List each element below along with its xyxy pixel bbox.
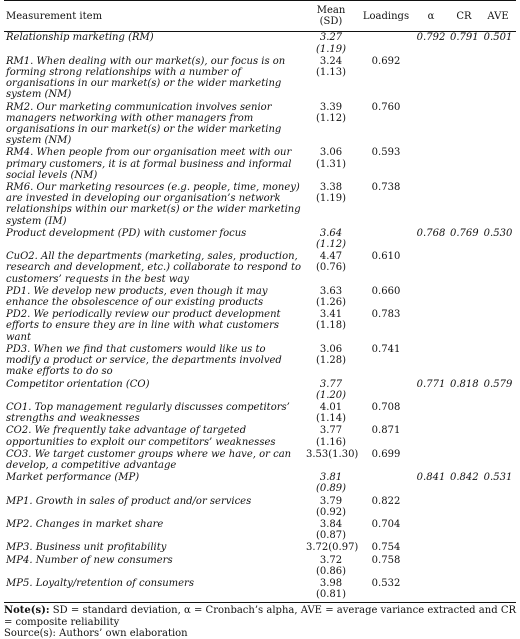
item-cr-empty: [448, 555, 480, 578]
item-row: [4, 519, 516, 542]
item-text: CO3. We target customer groups where we have, or can develop, a competitive advantage: [6, 448, 292, 471]
item-mean: 3.38 (1.19): [315, 182, 347, 205]
item-mean: 3.06 (1.28): [315, 343, 347, 367]
item-mean: 4.47 (0.76): [315, 251, 347, 274]
item-mean: 3.77 (1.16): [315, 425, 347, 448]
section-mean: 3.81 (0.89): [315, 472, 347, 495]
item-loading: 0.871: [371, 425, 401, 437]
item-text: PD1. We develop new products, even though it may enhance the obsolescence of our existing products: [6, 285, 268, 309]
item-row: [4, 251, 516, 286]
item-text: MP3. Business unit profitability: [6, 542, 167, 554]
item-ave-empty: [480, 578, 516, 603]
item-loading: 0.741: [371, 343, 401, 355]
section-mean: 3.77 (1.20): [315, 378, 347, 401]
section-loading-empty: [358, 32, 414, 56]
note-label: Note(s):: [4, 605, 50, 617]
item-loading: 0.704: [371, 518, 401, 530]
item-row: [4, 425, 516, 448]
section-cr: 0.818: [450, 378, 479, 390]
item-alpha-empty: [414, 578, 448, 603]
item-cr-empty: [448, 147, 480, 182]
item-alpha-empty: [414, 449, 448, 472]
item-ave-empty: [480, 286, 516, 309]
section-row: [4, 32, 516, 56]
item-row: [4, 542, 516, 554]
item-alpha-empty: [414, 182, 448, 228]
item-alpha-empty: [414, 519, 448, 542]
item-text: CuO2. All the departments (marketing, sales, production, research and development, etc.) collaborate to respond to customers’ requests in the best way: [6, 251, 301, 285]
item-row: [4, 496, 516, 519]
item-alpha-empty: [414, 555, 448, 578]
item-mean: 3.24 (1.13): [315, 55, 347, 79]
item-loading: 0.758: [371, 554, 401, 566]
item-row: [4, 344, 516, 379]
section-cr: 0.791: [450, 32, 479, 44]
item-ave-empty: [480, 309, 516, 344]
item-ave-empty: [480, 519, 516, 542]
item-mean: 3.63 (1.26): [315, 285, 347, 309]
section-mean: 3.64 (1.12): [315, 227, 347, 251]
item-loading: 0.754: [371, 542, 401, 554]
item-ave-empty: [480, 542, 516, 554]
item-alpha-empty: [414, 251, 448, 286]
item-mean: 3.84 (0.87): [315, 518, 347, 542]
section-row: [4, 228, 516, 251]
section-row: [4, 379, 516, 402]
item-row: [4, 309, 516, 344]
item-text: MP1. Growth in sales of product and/or services: [6, 495, 252, 507]
item-row: [4, 56, 516, 102]
item-cr-empty: [448, 344, 480, 379]
item-mean: 3.79 (0.92): [315, 495, 347, 518]
table-note: [4, 605, 516, 628]
item-row: [4, 182, 516, 228]
section-loading-empty: [358, 379, 414, 402]
section-ave: 0.501: [483, 32, 513, 44]
item-ave-empty: [480, 102, 516, 148]
item-row: [4, 555, 516, 578]
item-ave-empty: [480, 402, 516, 425]
section-cr: 0.842: [450, 472, 479, 484]
item-loading: 0.660: [371, 285, 401, 297]
table-source-line: Source(s): Authors’ own elaboration: [4, 628, 188, 639]
item-alpha-empty: [414, 286, 448, 309]
section-alpha: 0.792: [416, 32, 446, 44]
section-name: Competitor orientation (CO): [6, 378, 150, 390]
item-row: [4, 402, 516, 425]
section-alpha: 0.841: [416, 472, 446, 484]
item-loading: 0.593: [371, 147, 401, 159]
item-mean: 4.01 (1.14): [315, 401, 347, 425]
item-ave-empty: [480, 449, 516, 472]
item-text: MP2. Changes in market share: [6, 518, 164, 530]
item-ave-empty: [480, 251, 516, 286]
table-body: [4, 32, 516, 603]
item-ave-empty: [480, 425, 516, 448]
item-row: [4, 102, 516, 148]
item-cr-empty: [448, 182, 480, 228]
item-ave-empty: [480, 555, 516, 578]
item-row: [4, 147, 516, 182]
item-mean: 3.53(1.30): [306, 448, 359, 460]
item-text: MP5. Loyalty/retention of consumers: [4, 578, 304, 603]
header-ave: AVE: [480, 1, 516, 32]
section-ave: 0.579: [483, 378, 513, 390]
section-row: [4, 472, 516, 495]
item-loading: 0.532: [358, 578, 414, 603]
item-alpha-empty: [414, 344, 448, 379]
section-alpha: 0.768: [416, 227, 446, 239]
header-cr: CR: [448, 1, 480, 32]
item-cr-empty: [448, 425, 480, 448]
item-alpha-empty: [414, 102, 448, 148]
item-mean: 3.72(0.97): [306, 542, 359, 554]
item-alpha-empty: [414, 309, 448, 344]
item-cr-empty: [448, 102, 480, 148]
item-mean: 3.06 (1.31): [315, 147, 347, 170]
item-mean: 3.41 (1.18): [315, 309, 347, 332]
item-cr-empty: [448, 519, 480, 542]
section-cr: 0.769: [450, 227, 479, 239]
item-loading: 0.610: [371, 251, 401, 263]
header-alpha: α: [414, 1, 448, 32]
item-text: RM1. When dealing with our market(s), our focus is on forming strong relationships with a number of organisations in our market(s) or the wider marketing system (NM): [6, 55, 286, 101]
item-ave-empty: [480, 496, 516, 519]
item-cr-empty: [448, 449, 480, 472]
item-text: PD3. When we find that customers would like us to modify a product or service, the departments involved make efforts to do so: [6, 343, 282, 378]
section-loading-empty: [358, 228, 414, 251]
item-cr-empty: [448, 496, 480, 519]
item-loading: 0.822: [371, 495, 401, 507]
item-alpha-empty: [414, 147, 448, 182]
item-text: RM6. Our marketing resources (e.g. people, time, money) are invested in developing our organisation’s network relationships within our market(s) or the wider marketing system (IM): [6, 182, 301, 227]
section-loading-empty: [358, 472, 414, 495]
item-loading: 0.783: [371, 309, 401, 321]
item-text: CO2. We frequently take advantage of targeted opportunities to exploit our competitors’ weaknesses: [6, 425, 276, 448]
item-ave-empty: [480, 182, 516, 228]
item-loading: 0.760: [371, 101, 401, 113]
item-cr-empty: [448, 402, 480, 425]
item-loading: 0.692: [371, 55, 401, 67]
item-ave-empty: [480, 344, 516, 379]
item-loading: 0.708: [371, 401, 401, 413]
item-text: RM4. When people from our organisation meet with our primary customers, it is at formal business and informal social levels (NM): [6, 147, 292, 181]
section-ave: 0.531: [483, 472, 513, 484]
item-cr-empty: [448, 578, 480, 603]
item-text: MP4. Number of new consumers: [6, 554, 173, 566]
item-ave-empty: [480, 147, 516, 182]
header-loadings: Loadings: [358, 1, 414, 32]
item-cr-empty: [448, 56, 480, 102]
note-text: SD = standard deviation, α = Cronbach’s alpha, AVE = average variance extracted and CR = composite reliability: [4, 605, 516, 628]
section-name: Relationship marketing (RM): [6, 32, 154, 44]
section-ave: 0.530: [483, 227, 513, 239]
item-row: [4, 449, 516, 472]
item-mean: 3.98 (0.81): [304, 578, 358, 603]
item-loading: 0.699: [371, 448, 401, 460]
item-alpha-empty: [414, 542, 448, 554]
header-mean-sd: Mean (SD): [304, 1, 358, 32]
item-alpha-empty: [414, 402, 448, 425]
section-mean: 3.27 (1.19): [315, 32, 347, 55]
item-alpha-empty: [414, 496, 448, 519]
item-text: CO1. Top management regularly discusses competitors’ strengths and weaknesses: [6, 401, 290, 425]
item-loading: 0.738: [371, 182, 401, 194]
table-header-row: [4, 1, 516, 32]
item-text: PD2. We periodically review our product development efforts to ensure they are in line with what customers want: [6, 309, 281, 343]
section-name: Market performance (MP): [6, 472, 140, 484]
header-measurement-item: Measurement item: [4, 1, 304, 32]
item-cr-empty: [448, 309, 480, 344]
item-mean: 3.72 (0.86): [315, 554, 347, 577]
item-alpha-empty: [414, 425, 448, 448]
item-alpha-empty: [414, 56, 448, 102]
item-ave-empty: [480, 56, 516, 102]
item-row: [4, 578, 516, 603]
measurement-table: [4, 0, 516, 603]
section-alpha: 0.771: [416, 378, 446, 390]
item-cr-empty: [448, 251, 480, 286]
item-row: [4, 286, 516, 309]
item-cr-empty: [448, 542, 480, 554]
item-text: RM2. Our marketing communication involves senior managers networking with other managers from organisations in our market(s) or the wider marketing system (NM): [6, 101, 282, 147]
section-name: Product development (PD) with customer focus: [6, 227, 247, 239]
item-cr-empty: [448, 286, 480, 309]
item-mean: 3.39 (1.12): [315, 101, 347, 124]
